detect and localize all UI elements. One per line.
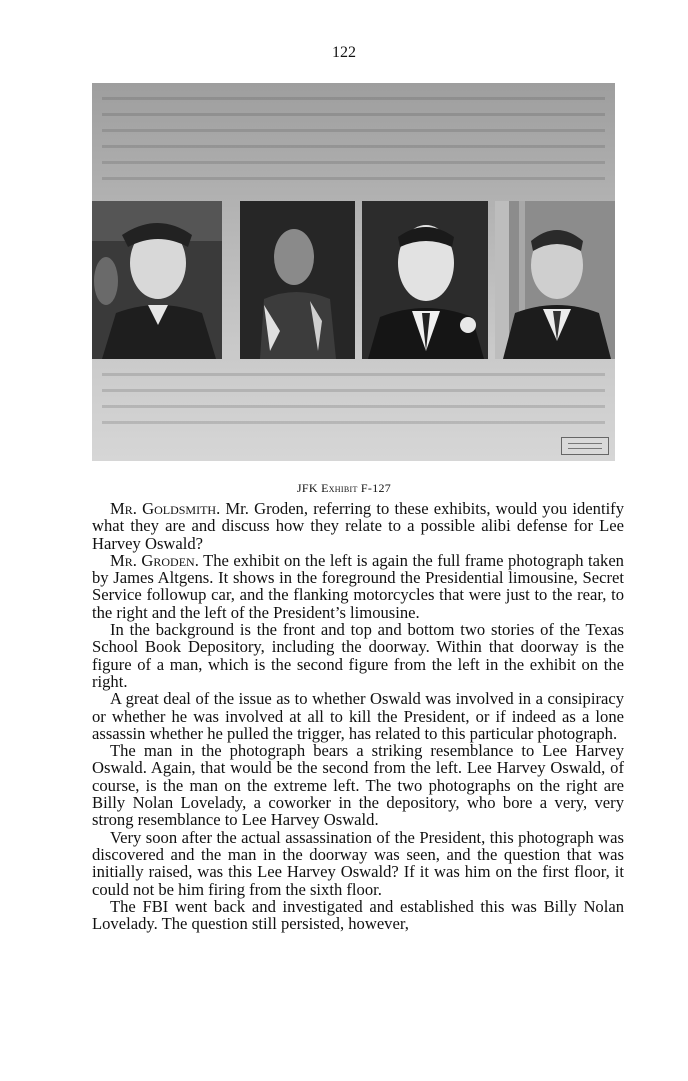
paragraph <box>92 552 624 621</box>
faded-text-line <box>102 113 605 116</box>
speaker-name: Mr. Goldsmith. <box>110 499 221 518</box>
faded-text-line <box>102 373 605 376</box>
paragraph-text: The exhibit on the left is again the full frame photograph taken by James Altgens. It shows in the foreground the Presidential limousine, Secret Service followup car, and the flanking motorcycles that were just to the rear, to the right and the left of the President’s limousine. <box>92 550 624 622</box>
photo-second-right <box>362 201 488 359</box>
paragraph <box>92 742 624 828</box>
photo-far-left <box>92 201 222 359</box>
faded-text-line <box>102 161 605 164</box>
paragraph <box>92 690 624 742</box>
page-number: 122 <box>332 44 356 61</box>
faded-text-line <box>102 389 605 392</box>
faded-text-line <box>102 97 605 100</box>
paragraph-text: A great deal of the issue as to whether Oswald was involved in a consipiracy or whether he was involved at all to kill the President, or if indeed as a lone assassin whether he pulled the trigger, has related to this particular photograph. <box>92 689 624 743</box>
archive-stamp <box>561 437 609 455</box>
paragraph-text: Very soon after the actual assassination of the President, this photograph was discovered and the man in the doorway was seen, and the question that was initially raised, was this Lee Harvey Oswald? If it was him on the first floor, it could not be him firing from the sixth floor. <box>92 827 624 899</box>
photo-far-right <box>495 201 615 359</box>
paragraph <box>92 898 624 933</box>
faded-text-line <box>102 129 605 132</box>
faded-text-line <box>102 405 605 408</box>
faded-text-line <box>102 177 605 180</box>
paragraph-text: The man in the photograph bears a striking resemblance to Lee Harvey Oswald. Again, that would be the second from the left. Lee Harvey Oswald, of course, is the man on the extreme left. The two photographs on the right are Billy Nolan Lovelady, a coworker in the depository, who bore a very, very strong resemblance to Lee Harvey Oswald. <box>92 741 624 830</box>
paragraph <box>92 621 624 690</box>
photo-second-left <box>240 201 355 359</box>
paragraph-text: In the background is the front and top and bottom two stories of the Texas School Book Depository, including the doorway. Within that doorway is the figure of a man, which is the second figure from the left in the exhibit on the right. <box>92 620 624 691</box>
faded-text-line <box>102 145 605 148</box>
faded-text-line <box>102 421 605 424</box>
paragraph-text: The FBI went back and investigated and established this was Billy Nolan Lovelady. The question still persisted, however, <box>92 896 624 934</box>
exhibit-figure <box>92 83 615 461</box>
speaker-name: Mr. Groden. <box>110 550 199 570</box>
exhibit-caption-text: JFK Exhibit F-127 <box>296 481 392 495</box>
paragraph <box>92 500 624 552</box>
paragraph-text: Mr. Groden, referring to these exhibits, would you identify what they are and discuss how they relate to a possible alibi defense for Lee Harvey Oswald? <box>92 499 624 553</box>
transcript-body <box>92 500 624 932</box>
exhibit-caption <box>0 481 688 496</box>
paragraph <box>92 829 624 898</box>
